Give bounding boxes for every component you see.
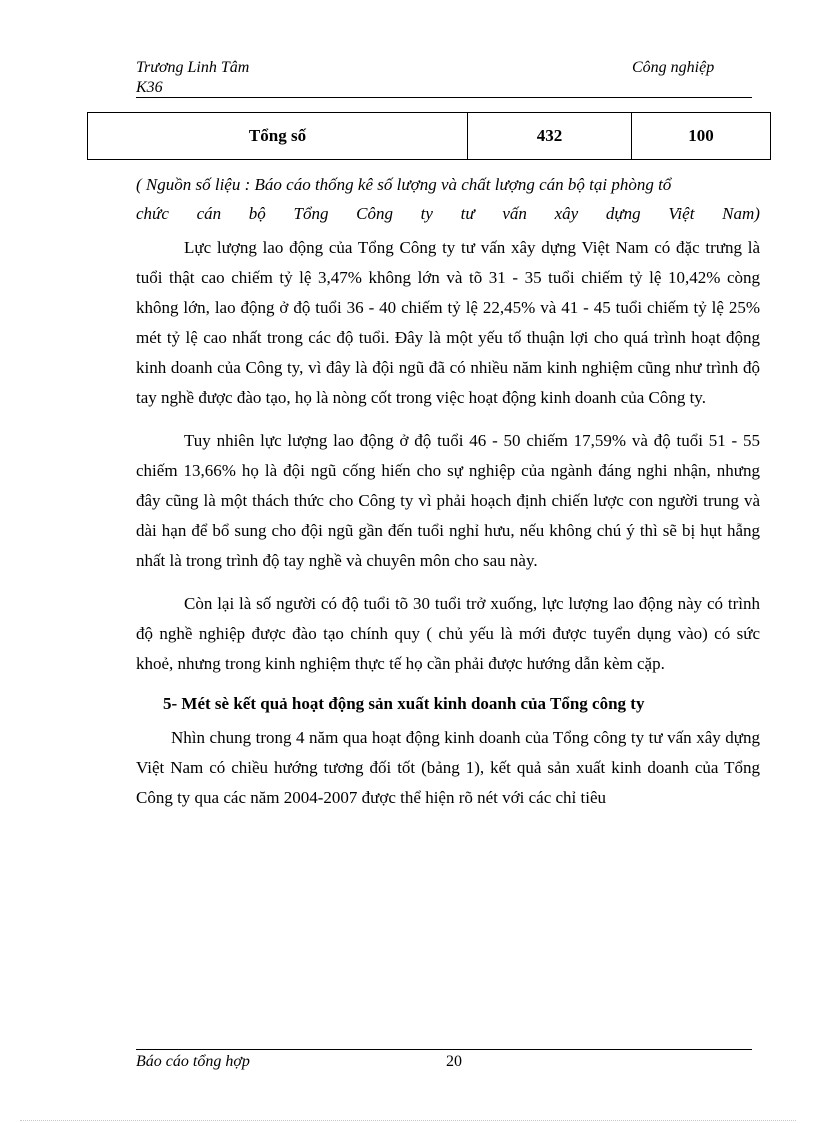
header-subject: Công nghiệp (632, 59, 715, 76)
total-percent-cell: 100 (632, 113, 771, 160)
total-table (87, 112, 771, 160)
page-number: 20 (446, 1053, 462, 1070)
source-word: tư (460, 204, 475, 223)
source-word: Công (356, 204, 393, 223)
source-note (136, 170, 760, 228)
source-note-line1: ( Nguồn số liệu : Báo cáo thống kê số lượng và chất lượng cán bộ tại phòng tổ (136, 175, 672, 194)
source-word: xây (554, 204, 579, 223)
paragraph-older-workforce: Tuy nhiên lực lượng lao động ở độ tuổi 46 - 50 chiếm 17,59% và độ tuổi 51 - 55 chiếm 13,66% họ là đội ngũ cống hiến cho sự nghiệp của ngành đáng nghi nhận, nhưng đây cũng là một thách thức cho Công ty vì phải hoạch định chiến lược con người trung và dài hạn để bổ sung cho đội ngũ gần đến tuổi nghỉ hưu, nếu không chú ý thì sẽ bị hụt hẫng nhất là trong trình độ tay nghề và chuyên môn cho sau này. (136, 431, 760, 570)
total-label-cell: Tổng số (88, 113, 468, 160)
source-word: ty (420, 204, 433, 223)
total-count-cell: 432 (468, 113, 632, 160)
source-word: Tổng (293, 204, 329, 223)
page-edge (20, 1120, 796, 1121)
table-row (88, 113, 771, 160)
source-word: Việt (668, 204, 695, 223)
paragraph-workforce-age: Lực lượng lao động của Tổng Công ty tư vấn xây dựng Việt Nam có đặc trưng là tuổi thật cao chiếm tỷ lệ 3,47% không lớn và tõ 31 - 35 tuổi chiếm tỷ lệ 10,42% còng không lớn, lao động ở độ tuổi 36 - 40 chiếm tỷ lệ 22,45% và 41 - 45 tuổi chiếm tỷ lệ 25% mét tỷ lệ cao nhất trong các độ tuổi. Đây là một yếu tố thuận lợi cho quá trình hoạt động kinh doanh của Công ty, vì đây là đội ngũ đã có nhiều năm kinh nghiệm cũng như trình độ tay nghề được đào tạo, họ là nòng cốt trong việc hoạt động kinh doanh của Công ty. (136, 238, 760, 407)
source-word: dựng (605, 204, 641, 223)
source-word: vấn (502, 204, 527, 223)
source-word: Nam) (722, 204, 760, 223)
paragraph-young-workforce: Còn lại là số người có độ tuổi tõ 30 tuổi trở xuống, lực lượng lao động này có trình độ nghề nghiệp được đào tạo chính quy ( chủ yếu là mới được tuyển dụng vào) có sức khoẻ, nhưng trong kinh nghiệm thực tế họ cần phải được hướng dẫn kèm cặp. (136, 594, 760, 673)
source-word: cán (196, 204, 222, 223)
source-word: bộ (248, 204, 266, 223)
header-divider (136, 97, 752, 98)
header-left (136, 58, 249, 98)
footer-label: Báo cáo tổng hợp (136, 1053, 250, 1070)
body-text (136, 233, 760, 813)
footer-divider (136, 1049, 752, 1050)
source-word: chức (136, 204, 169, 223)
header-class: K36 (136, 79, 163, 96)
header-author: Trương Linh Tâm (136, 59, 250, 76)
section-heading: 5- Mét sè kết quả hoạt động sản xuất kinh doanh của Tổng công ty (163, 694, 645, 713)
paragraph-business-results: Nhìn chung trong 4 năm qua hoạt động kinh doanh của Tổng công ty tư vấn xây dựng Việt Nam có chiều hướng tương đối tốt (bảng 1), kết quả sản xuất kinh doanh của Tổng Công ty qua các năm 2004-2007 được thể hiện rõ nét với các chỉ tiêu (136, 728, 760, 807)
source-note-line2 (136, 199, 760, 228)
